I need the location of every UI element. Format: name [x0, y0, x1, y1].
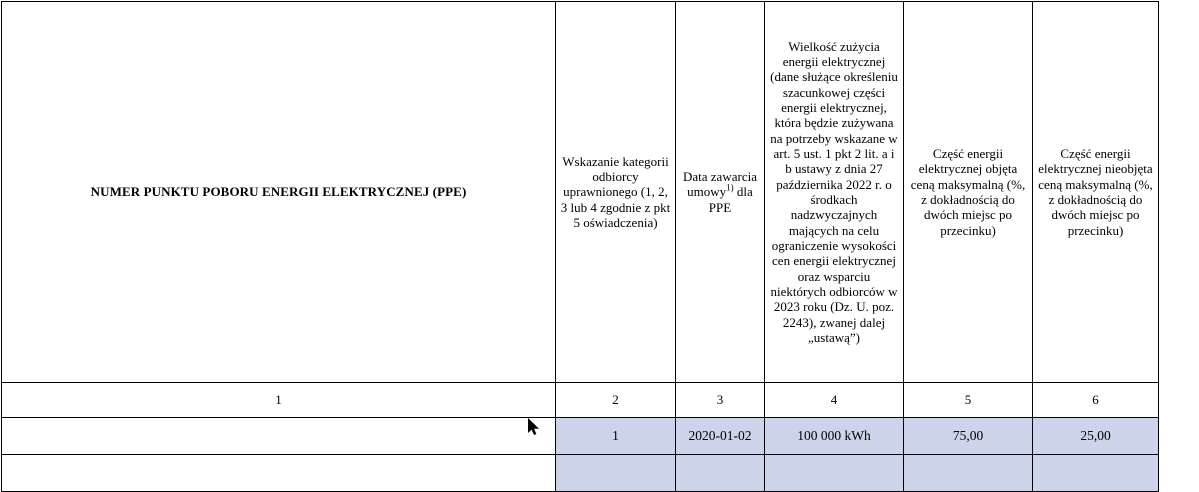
header-covered-by-max-price: Część energii elektrycznej objęta ceną maksymalną (%, z dokładnością do dwóch miejsc po przecinku) [904, 2, 1033, 383]
column-number-3: 3 [676, 383, 765, 418]
cell-customer-category[interactable]: 1 [556, 418, 676, 455]
column-number-4: 4 [765, 383, 904, 418]
cell-covered-percent[interactable]: 75,00 [904, 418, 1033, 455]
cell-not-covered-percent[interactable]: 25,00 [1033, 418, 1159, 455]
cell-ppe-number[interactable] [2, 418, 556, 455]
table-row[interactable] [2, 455, 1159, 492]
table-row[interactable] [2, 418, 1159, 455]
cell-not-covered-percent[interactable] [1033, 455, 1159, 492]
column-number-5: 5 [904, 383, 1033, 418]
column-number-row [2, 383, 1159, 418]
header-contract-date [676, 2, 765, 383]
table-header-row [2, 2, 1159, 383]
header-contract-date-text: Data zawarcia umowy [683, 169, 757, 200]
ppe-declaration-table [1, 1, 1159, 492]
cell-covered-percent[interactable] [904, 455, 1033, 492]
cell-customer-category[interactable] [556, 455, 676, 492]
footnote-marker-1: 1) [726, 183, 734, 193]
column-number-6: 6 [1033, 383, 1159, 418]
header-customer-category: Wskazanie kategorii odbiorcy uprawnionego (1, 2, 3 lub 4 zgodnie z pkt 5 oświadczenia) [556, 2, 676, 383]
cell-contract-date[interactable]: 2020-01-02 [676, 418, 765, 455]
column-number-2: 2 [556, 383, 676, 418]
document-page [0, 1, 1199, 491]
cell-consumption[interactable] [765, 455, 904, 492]
header-consumption-volume: Wielkość zużycia energii elektrycznej (dane służące określeniu szacunkowej części energii elektrycznej, która będzie zużywana na potrzeby wskazane w art. 5 ust. 1 pkt 2 lit. a i b ustawy z dnia 27 października 2022 r. o środkach nadzwyczajnych mających na celu ograniczenie wysokości cen energii elektrycznej oraz wsparciu niektórych odbiorców w 2023 roku (Dz. U. poz. 2243), zwanej dalej „ustawą”) [765, 2, 904, 383]
header-contract-date-suffix: dla PPE [708, 184, 753, 215]
cell-consumption[interactable]: 100 000 kWh [765, 418, 904, 455]
cell-ppe-number[interactable] [2, 455, 556, 492]
column-number-1: 1 [2, 383, 556, 418]
header-ppe-number: NUMER PUNKTU POBORU ENERGII ELEKTRYCZNEJ (PPE) [2, 2, 556, 383]
header-not-covered-by-max-price: Część energii elektrycznej nieobjęta ceną maksymalną (%, z dokładnością do dwóch miejsc po przecinku) [1033, 2, 1159, 383]
cell-contract-date[interactable] [676, 455, 765, 492]
